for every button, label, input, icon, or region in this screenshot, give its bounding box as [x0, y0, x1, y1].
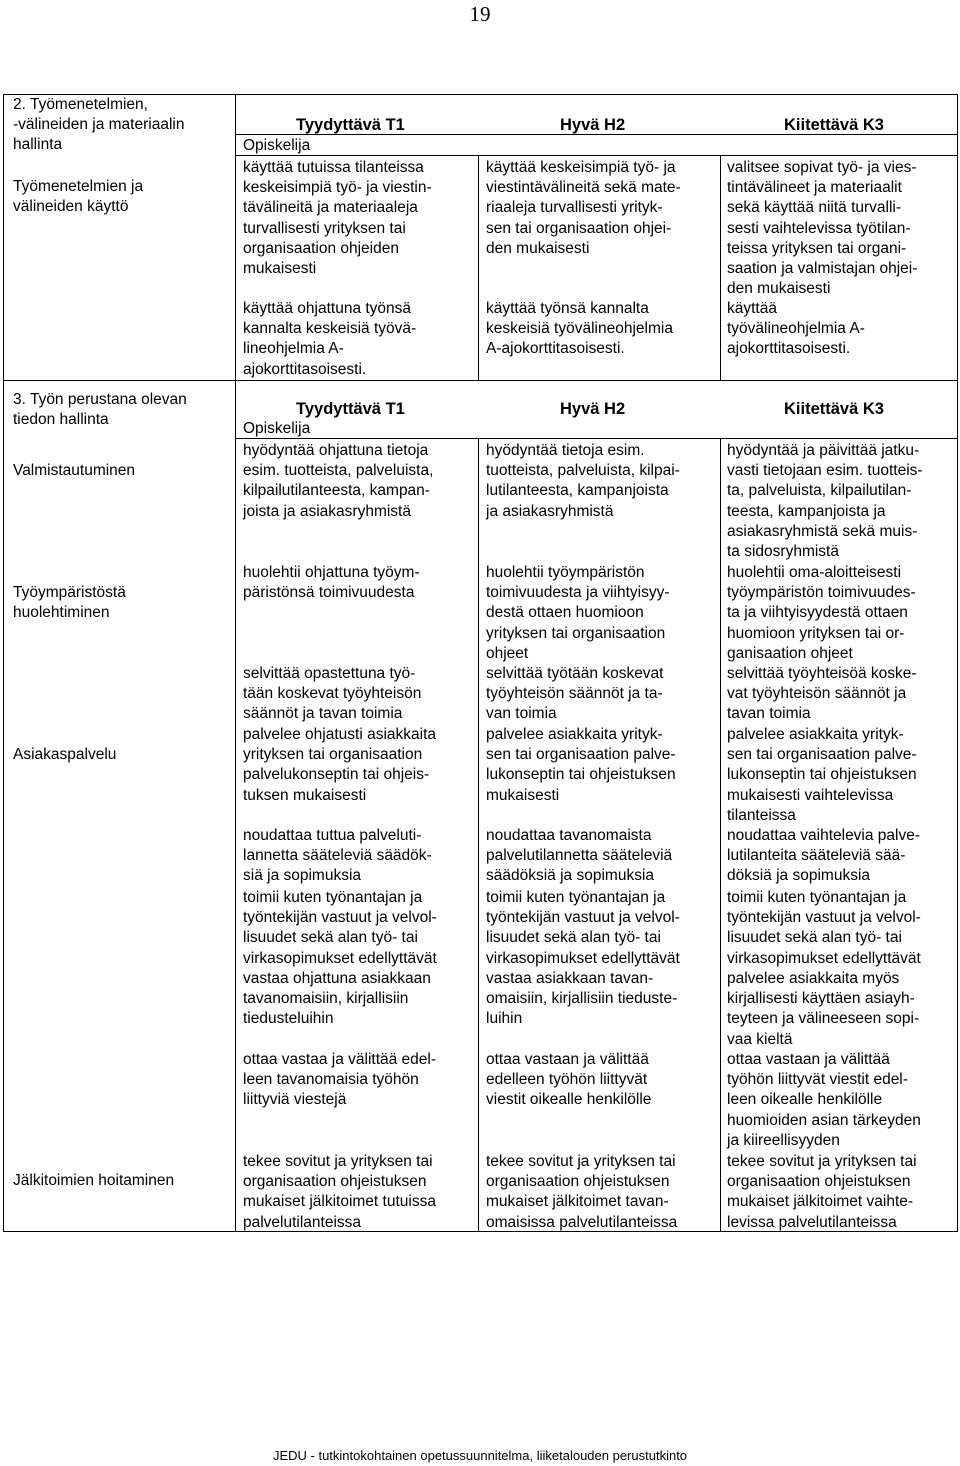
label-valmistautuminen: Valmistautuminen [13, 462, 136, 479]
cell-h2: noudattaa tavanomaista palvelutilannetta sääteleviä säädöksiä ja sopimuksia [486, 827, 673, 885]
cell-t1: vastaa ohjattuna asiakkaan tavanomaisiin, kirjallisiin tiedusteluihin [243, 970, 431, 1028]
cell-h2: vastaa asiakkaan tavan- omaisiin, kirjallisiin tieduste- luihin [486, 970, 678, 1028]
cell-t1: huolehtii ohjattuna työym- päristönsä toimivuudesta [243, 564, 420, 602]
cell-t1: selvittää opastettuna työ- tään koskevat työyhteisön säännöt ja tavan toimia [243, 665, 422, 723]
cell-h2: selvittää työtään koskevat työyhteisön säännöt ja ta- van toimia [486, 665, 664, 723]
header-h2: Hyvä H2 [560, 116, 626, 134]
cell-k3: noudattaa vaihtelevia palve- lutilanteita sääteleviä sää- döksiä ja sopimuksia [727, 827, 921, 885]
cell-k3: hyödyntää ja päivittää jatku- vasti tietojaan esim. tuotteis- ta, palveluista, kilpailutilan- teesta, kampanjoista ja asiakasryhmistä sekä muis- ta sidosryhmistä [727, 442, 923, 561]
section-3-title: 3. Työn perustana olevan tiedon hallinta [13, 391, 187, 429]
header-h2: Hyvä H2 [560, 400, 626, 418]
cell-h2: ottaa vastaan ja välittää edelleen työhön liittyvät viestit oikealle henkilölle [486, 1051, 652, 1109]
cell-t1: käyttää ohjattuna työnsä kannalta keskeisiä työvä- lineohjelmia A- ajokorttitasoisesti. [243, 300, 417, 378]
row-label: Työmenetelmien ja välineiden käyttö [13, 178, 144, 216]
cell-t1: noudattaa tuttua palveluti- lannetta sääteleviä säädök- siä ja sopimuksia [243, 827, 432, 885]
cell-k3: selvittää työyhteisöä koske- vat työyhteisön säännöt ja tavan toimia [727, 665, 917, 723]
cell-h2: tekee sovitut ja yrityksen tai organisaation ohjeistuksen mukaiset jälkitoimet tavan- omaisissa palvelutilanteissa [486, 1153, 678, 1231]
label-asiakaspalvelu: Asiakaspalvelu [13, 746, 117, 763]
cell-t1: palvelee ohjatusti asiakkaita yrityksen tai organisaation palvelukonseptin tai ohjeis- tuksen mukaisesti [243, 726, 437, 804]
header-k3: Kiitettävä K3 [784, 400, 884, 418]
header-k3: Kiitettävä K3 [784, 116, 884, 134]
header-t1: Tyydyttävä T1 [296, 116, 405, 134]
cell-t1: käyttää tutuissa tilanteissa keskeisimpiä työ- ja viestin- tävälineitä ja materiaaleja turvallisesti yrityksen tai organisaation ohjeiden mukaisesti [243, 159, 432, 278]
section-2-title: 2. Työmenetelmien, -välineiden ja materiaalin hallinta [13, 96, 185, 154]
cell-t1: tekee sovitut ja yrityksen tai organisaation ohjeistuksen mukaiset jälkitoimet tutuissa palvelutilanteissa [243, 1153, 436, 1231]
cell-k3: palvelee asiakkaita myös kirjallisesti käyttäen asiayh- teyteen ja välineeseen sopi- vaa kieltä [727, 970, 920, 1048]
cell-h2: huolehtii työympäristön toimivuudesta ja viihtyisyy- destä ottaen huomioon yrityksen tai organisaation ohjeet [486, 564, 670, 662]
cell-h2: toimii kuten työnantajan ja työntekijän vastuut ja velvol- lisuudet sekä alan työ- tai virkasopimukset edellyttävät [486, 889, 680, 967]
cell-k3: valitsee sopivat työ- ja vies- tintävälineet ja materiaalit sekä käyttää niitä turvalli- sesti vaihtelevissa työtilan- teissa yrityksen tai organi- saation ja valmistajan ohjei- den mukaisesti [727, 159, 918, 298]
cell-k3: toimii kuten työnantajan ja työntekijän vastuut ja velvol- lisuudet sekä alan työ- tai virkasopimukset edellyttävät [727, 889, 921, 967]
cell-k3: tekee sovitut ja yrityksen tai organisaation ohjeistuksen mukaiset jälkitoimet vaihte- levissa palvelutilanteissa [727, 1153, 917, 1231]
label-jalkitoimet: Jälkitoimien hoitaminen [13, 1172, 175, 1189]
cell-h2: käyttää työnsä kannalta keskeisiä työvälineohjelmia A-ajokorttitasoisesti. [486, 300, 673, 358]
page-number: 19 [469, 2, 491, 26]
label-tyoymparisto: Työympäristöstä huolehtiminen [13, 584, 126, 622]
cell-k3: palvelee asiakkaita yrityk- sen tai organisaation palve- lukonseptin tai ohjeistuksen mukaisesti vaihtelevissa tilanteissa [727, 726, 917, 824]
cell-h2: palvelee asiakkaita yrityk- sen tai organisaation palve- lukonseptin tai ohjeistuksen mukaisesti [486, 726, 676, 804]
page-footer: JEDU - tutkintokohtainen opetussuunnitelma, liiketalouden perustutkinto [272, 1448, 688, 1463]
cell-k3: ottaa vastaan ja välittää työhön liittyvät viestit edel- leen oikealle henkilölle huomioiden asian tärkeyden ja kiireellisyyden [727, 1051, 921, 1149]
header-t1: Tyydyttävä T1 [296, 400, 405, 418]
cell-h2: hyödyntää tietoja esim. tuotteista, palveluista, kilpai- lutilanteesta, kampanjoista ja asiakasryhmistä [486, 442, 680, 520]
cell-h2: käyttää keskeisimpiä työ- ja viestintävälineitä sekä mate- riaaleja turvallisesti yrityk- sen tai organisaation ohjei- den mukaisesti [486, 159, 681, 257]
cell-t1: hyödyntää ohjattuna tietoja esim. tuotteista, palveluista, kilpailutilanteesta, kampan- joista ja asiakasryhmistä [243, 442, 434, 520]
cell-t1: ottaa vastaa ja välittää edel- leen tavanomaisia työhön liittyviä viestejä [243, 1051, 437, 1109]
opiskelija-label: Opiskelija [243, 137, 311, 154]
cell-t1: toimii kuten työnantajan ja työntekijän vastuut ja velvol- lisuudet sekä alan työ- tai virkasopimukset edellyttävät [243, 889, 437, 967]
opiskelija-label: Opiskelija [243, 420, 311, 437]
cell-k3: käyttää työvälineohjelmia A- ajokorttitasoisesti. [727, 300, 865, 358]
cell-k3: huolehtii oma-aloitteisesti työympäristön toimivuudes- ta ja viihtyisyydestä ottaen huomioon yrityksen tai or- ganisaation ohjeet [727, 564, 916, 662]
